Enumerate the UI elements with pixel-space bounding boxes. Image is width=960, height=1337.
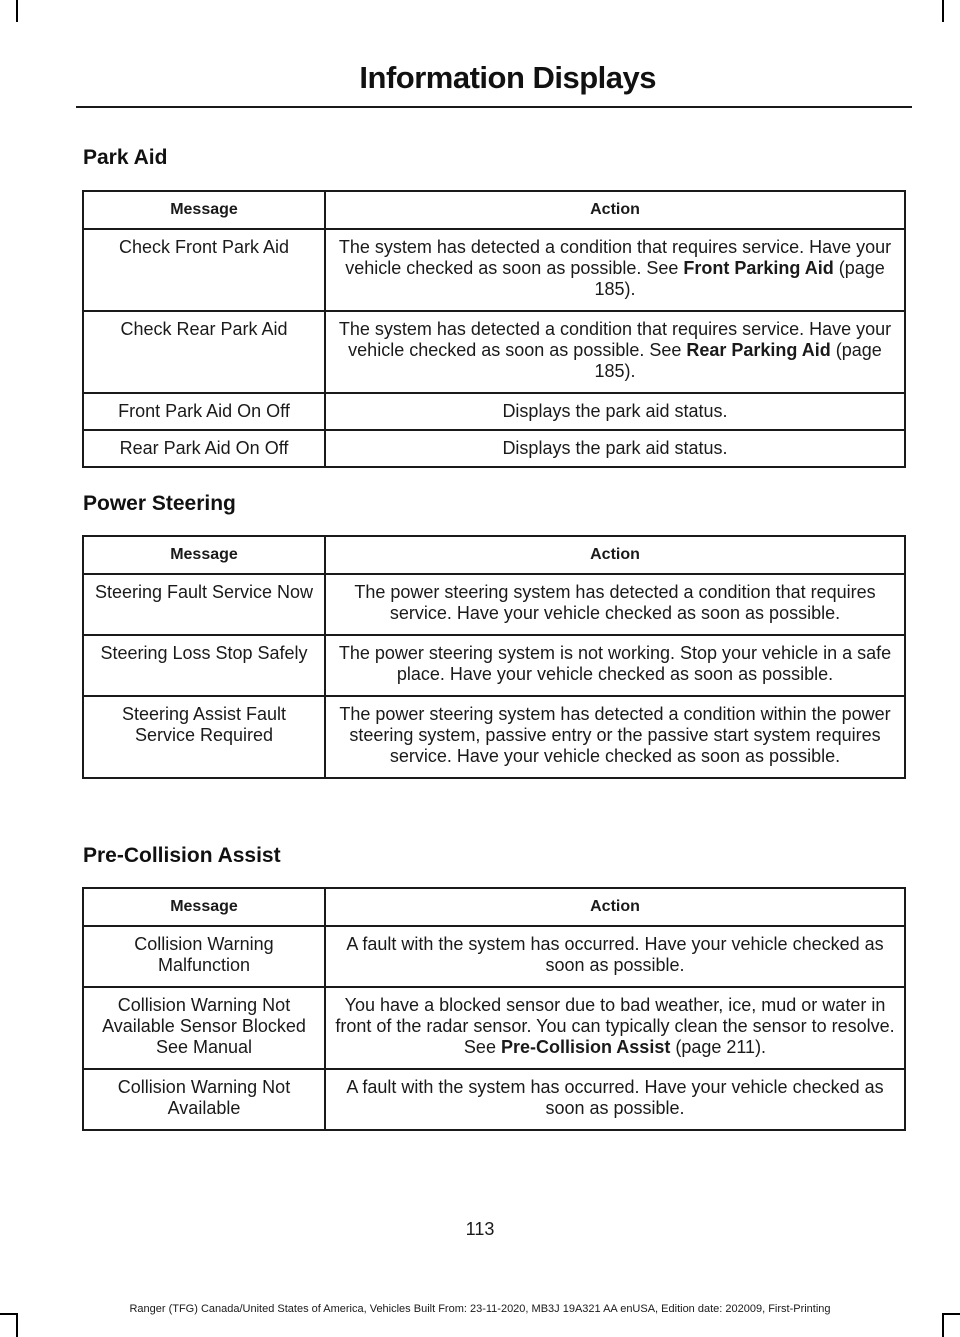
cross-reference-link[interactable]: Rear Parking Aid xyxy=(686,340,831,360)
message-cell: Check Front Park Aid xyxy=(83,229,325,311)
action-cell xyxy=(325,229,905,311)
action-cell: A fault with the system has occurred. Have your vehicle checked as soon as possible. xyxy=(325,1069,905,1130)
table-header-row xyxy=(83,888,905,926)
action-cell: The power steering system has detected a condition that requires service. Have your vehicle checked as soon as possible. xyxy=(325,574,905,635)
column-header-action: Action xyxy=(325,191,905,229)
table-row xyxy=(83,696,905,778)
message-cell: Rear Park Aid On Off xyxy=(83,430,325,467)
pre-collision-assist-table xyxy=(82,887,906,1131)
power-steering-table xyxy=(82,535,906,779)
table-row xyxy=(83,393,905,430)
table-row xyxy=(83,1069,905,1130)
crop-mark-bottom-right-v xyxy=(942,1313,944,1337)
column-header-message: Message xyxy=(83,888,325,926)
section-title-pre-collision-assist: Pre-Collision Assist xyxy=(83,844,281,867)
action-text: The system has detected a condition that requires service. Have your vehicle checked as soon as possible. See xyxy=(338,237,892,278)
message-cell: Collision Warning Malfunction xyxy=(83,926,325,987)
message-cell: Steering Assist Fault Service Required xyxy=(83,696,325,778)
cross-reference-link[interactable]: Pre-Collision Assist xyxy=(500,1037,671,1057)
page-number: 113 xyxy=(465,1219,495,1239)
crop-mark-top-left xyxy=(16,0,18,22)
action-cell: A fault with the system has occurred. Have your vehicle checked as soon as possible. xyxy=(325,926,905,987)
page-title: Information Displays xyxy=(359,60,656,95)
column-header-action: Action xyxy=(325,536,905,574)
header-rule xyxy=(76,106,912,108)
page-reference: (page 211). xyxy=(670,1037,767,1057)
message-cell: Steering Fault Service Now xyxy=(83,574,325,635)
column-header-message: Message xyxy=(83,536,325,574)
table-row xyxy=(83,926,905,987)
message-cell: Collision Warning Not Available Sensor Blocked See Manual xyxy=(83,987,325,1069)
table-header-row xyxy=(83,536,905,574)
section-title-power-steering: Power Steering xyxy=(83,492,236,515)
action-cell: The power steering system is not working. Stop your vehicle in a safe place. Have your vehicle checked as soon as possible. xyxy=(325,635,905,696)
footer-text: Ranger (TFG) Canada/United States of America, Vehicles Built From: 23-11-2020, MB3J 19A321 AA enUSA, Edition date: 202009, First-Printing xyxy=(129,1303,831,1315)
crop-mark-bottom-left-v xyxy=(16,1313,18,1337)
page-reference: (page 185). xyxy=(594,258,885,299)
table-row xyxy=(83,987,905,1069)
message-cell: Check Rear Park Aid xyxy=(83,311,325,393)
action-cell: The power steering system has detected a condition within the power steering system, passive entry or the passive start system requires service. Have your vehicle checked as soon as possible. xyxy=(325,696,905,778)
action-cell xyxy=(325,987,905,1069)
message-cell: Collision Warning Not Available xyxy=(83,1069,325,1130)
column-header-action: Action xyxy=(325,888,905,926)
action-cell xyxy=(325,311,905,393)
table-row xyxy=(83,574,905,635)
table-row xyxy=(83,430,905,467)
crop-mark-top-right xyxy=(942,0,944,22)
message-cell: Steering Loss Stop Safely xyxy=(83,635,325,696)
table-header-row xyxy=(83,191,905,229)
action-text: The system has detected a condition that requires service. Have your vehicle checked as soon as possible. See xyxy=(338,319,892,360)
action-cell: Displays the park aid status. xyxy=(325,393,905,430)
column-header-message: Message xyxy=(83,191,325,229)
cross-reference-link[interactable]: Front Parking Aid xyxy=(683,258,834,278)
table-row xyxy=(83,311,905,393)
page-reference: (page 185). xyxy=(594,340,882,381)
table-row xyxy=(83,635,905,696)
table-row xyxy=(83,229,905,311)
action-cell: Displays the park aid status. xyxy=(325,430,905,467)
action-text: You have a blocked sensor due to bad weather, ice, mud or water in front of the radar sensor. You can typically clean the sensor to resolve. See xyxy=(335,995,895,1057)
message-cell: Front Park Aid On Off xyxy=(83,393,325,430)
park-aid-table xyxy=(82,190,906,468)
section-title-park-aid: Park Aid xyxy=(83,146,168,169)
